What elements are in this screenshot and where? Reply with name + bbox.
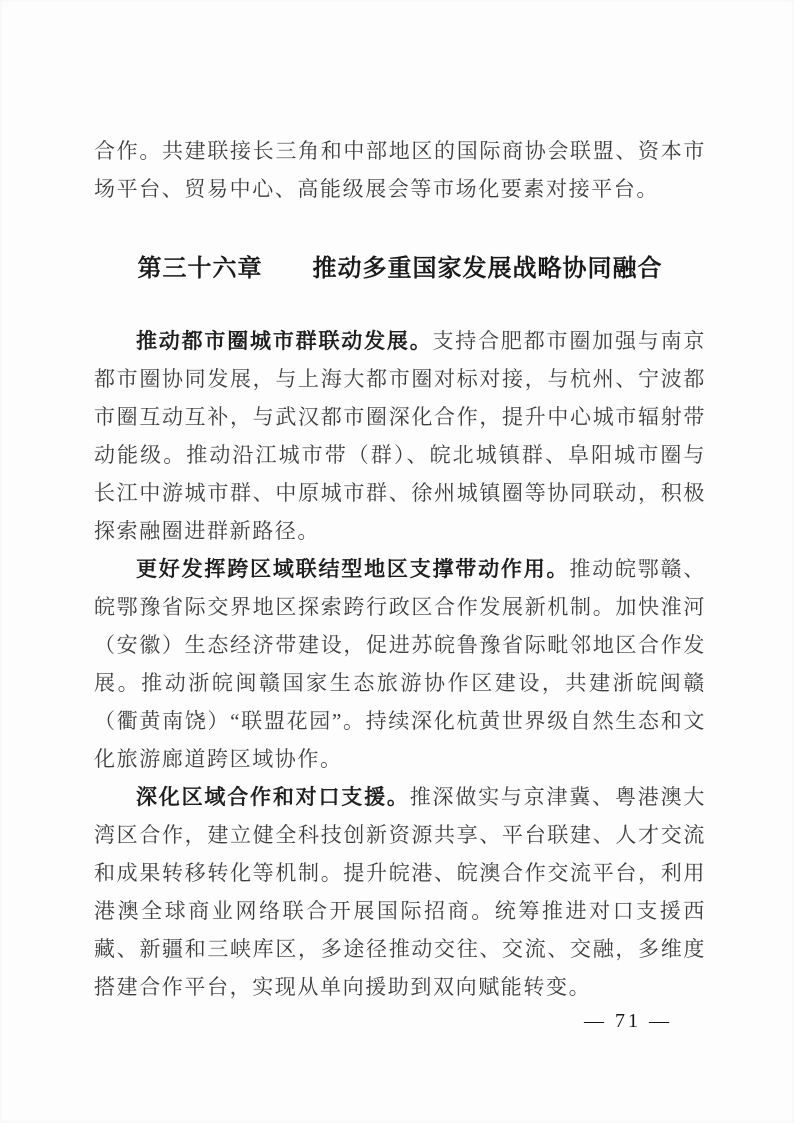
chapter-heading: 第三十六章 推动多重国家发展战略协同融合 bbox=[137, 255, 663, 282]
paragraph-cooperation-support bbox=[94, 778, 706, 1006]
paragraph-body-urban-circles: 支持合肥都市圈加强与南京都市圈协同发展，与上海大都市圈对标对接，与杭州、宁波都市圈互动互补，与武汉都市圈深化合作，提升中心城市辐射带动能级。推动沿江城市带（群）、皖北城镇群、阜阳城市圈与长江中游城市群、中原城市群、徐州城镇圈等协同联动，积极探索融圈进群新路径。 bbox=[94, 329, 706, 543]
paragraph-body-cooperation-support: 推深做实与京津冀、粤港澳大湾区合作，建立健全科技创新资源共享、平台联建、人才交流和成果转移转化等机制。提升皖港、皖澳合作交流平台，利用港澳全球商业网络联合开展国际招商。统筹推进对口支援西藏、新疆和三峡库区，多途径推动交往、交流、交融，多维度搭建合作平台，实现从单向援助到双向赋能转变。 bbox=[94, 785, 706, 999]
paragraph-cross-region bbox=[94, 550, 706, 778]
paragraph-lead-urban-circles: 推动都市圈城市群联动发展。 bbox=[136, 329, 433, 353]
paragraph-urban-circles bbox=[94, 322, 706, 550]
paragraph-continuation: 合作。共建联接长三角和中部地区的国际商协会联盟、资本市场平台、贸易中心、高能级展会等市场化要素对接平台。 bbox=[94, 139, 706, 201]
paragraph-lead-cross-region: 更好发挥跨区域联结型地区支撑带动作用。 bbox=[136, 557, 570, 581]
paragraph-body-cross-region: 推动皖鄂赣、皖鄂豫省际交界地区探索跨行政区合作发展新机制。加快淮河（安徽）生态经济带建设，促进苏皖鲁豫省际毗邻地区合作发展。推动浙皖闽赣国家生态旅游协作区建设，共建浙皖闽赣（衢黄南饶）“联盟花园”。持续深化杭黄世界级自然生态和文化旅游廊道跨区域协作。 bbox=[94, 557, 706, 771]
paragraph-lead-cooperation-support: 深化区域合作和对口支援。 bbox=[136, 785, 410, 809]
page-number: — 71 — bbox=[584, 1010, 672, 1032]
